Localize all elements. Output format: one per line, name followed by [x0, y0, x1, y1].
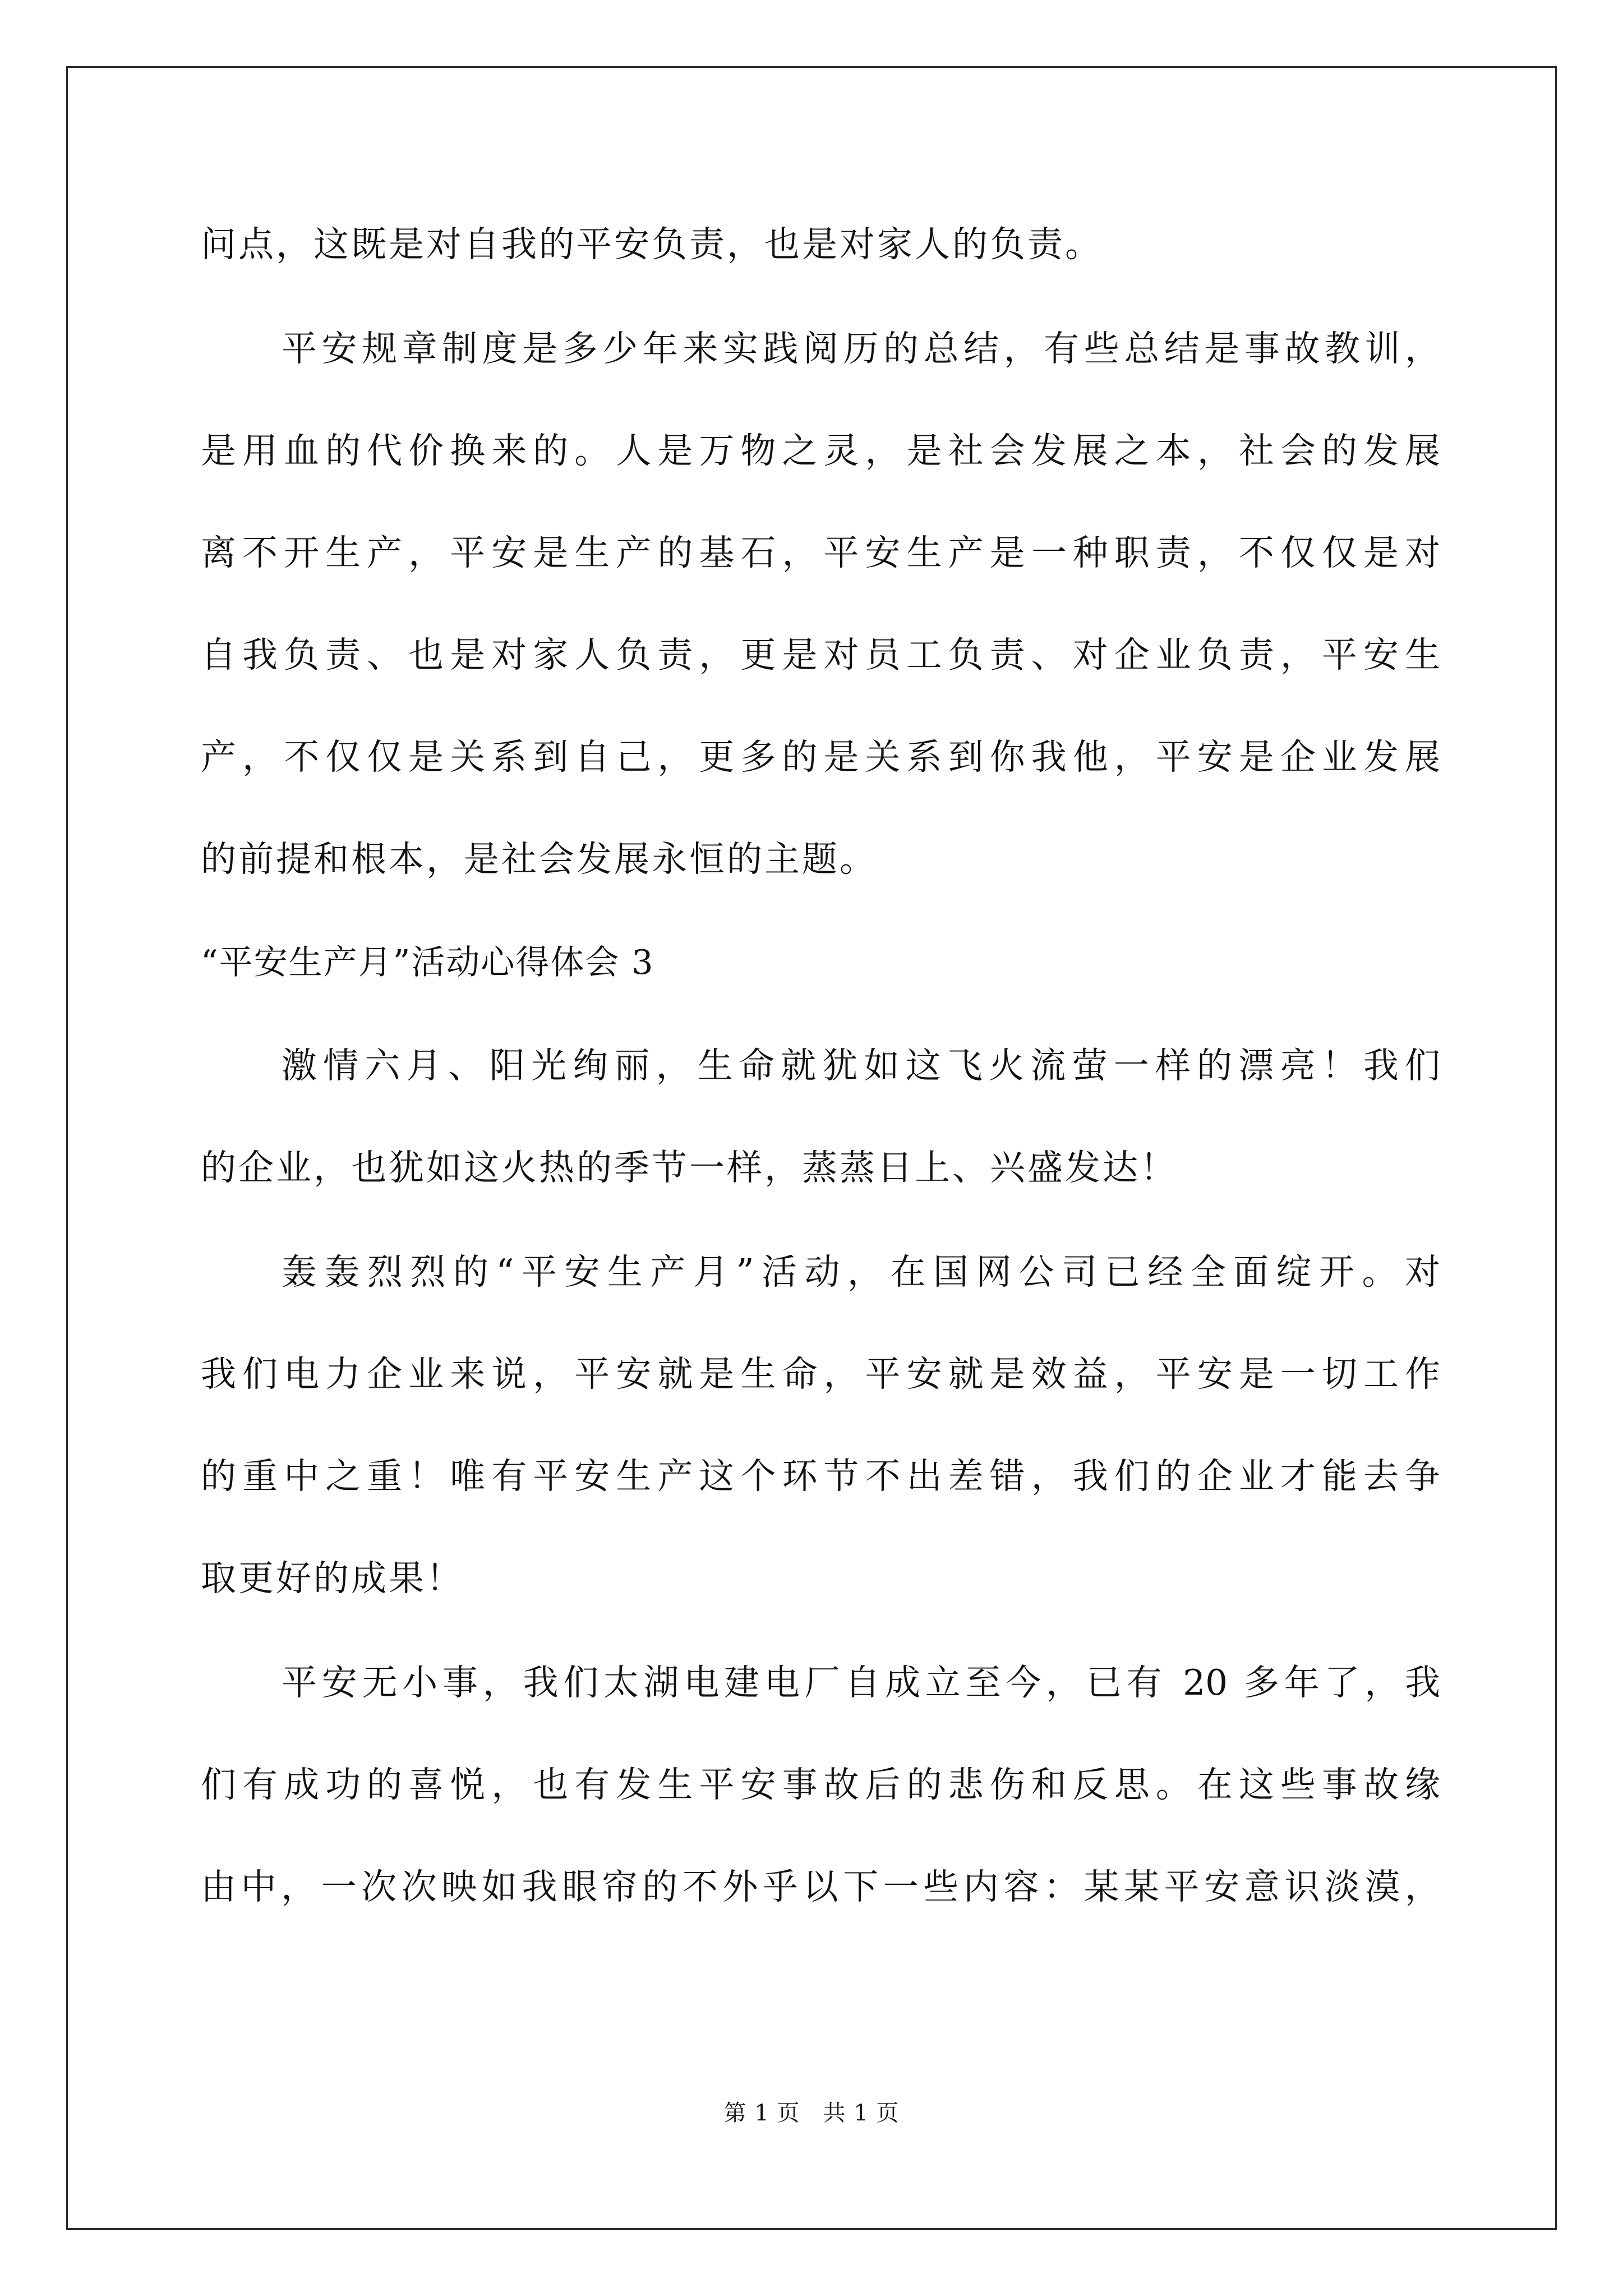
paragraph-line: 产，不仅仅是关系到自己，更多的是关系到你我他，平安是企业发展	[201, 737, 1440, 777]
paragraph-line: 们有成功的喜悦，也有发生平安事故后的悲伤和反思。在这些事故缘	[201, 1764, 1440, 1805]
paragraph-line: 取更好的成果！	[201, 1558, 464, 1599]
paragraph-line: 由中，一次次映如我眼帘的不外乎以下一些内容：某某平安意识淡漠，	[201, 1866, 1440, 1907]
paragraph-line: 是用血的代价换来的。人是万物之灵，是社会发展之本，社会的发展	[201, 430, 1440, 471]
paragraph-line: 问点，这既是对自我的平安负责，也是对家人的负责。	[201, 224, 1103, 265]
page-footer: 第 1 页 共 1 页	[723, 2100, 900, 2126]
section-heading: “平安生产月”活动心得体会 3	[201, 943, 654, 982]
paragraph-line: 的前提和根本，是社会发展永恒的主题。	[201, 839, 877, 880]
paragraph-line: 激情六月、阳光绚丽，生命就犹如这飞火流萤一样的漂亮！我们	[282, 1045, 1440, 1086]
paragraph-line: 轰轰烈烈的“平安生产月”活动，在国网公司已经全面绽开。对	[282, 1251, 1440, 1292]
paragraph-line: 自我负责、也是对家人负责，更是对员工负责、对企业负责，平安生	[201, 634, 1440, 675]
paragraph-line: 离不开生产，平安是生产的基石，平安生产是一种职责，不仅仅是对	[201, 532, 1440, 573]
paragraph-line: 的重中之重！唯有平安生产这个环节不出差错，我们的企业才能去争	[201, 1456, 1440, 1497]
paragraph-line: 我们电力企业来说，平安就是生命，平安就是效益，平安是一切工作	[201, 1354, 1440, 1395]
paragraph-line: 平安规章制度是多少年来实践阅历的总结，有些总结是事故教训，	[282, 328, 1440, 369]
paragraph-line: 的企业，也犹如这火热的季节一样，蒸蒸日上、兴盛发达！	[201, 1147, 1178, 1188]
paragraph-line: 平安无小事，我们太湖电建电厂自成立至今，已有 20 多年了，我	[282, 1662, 1440, 1703]
